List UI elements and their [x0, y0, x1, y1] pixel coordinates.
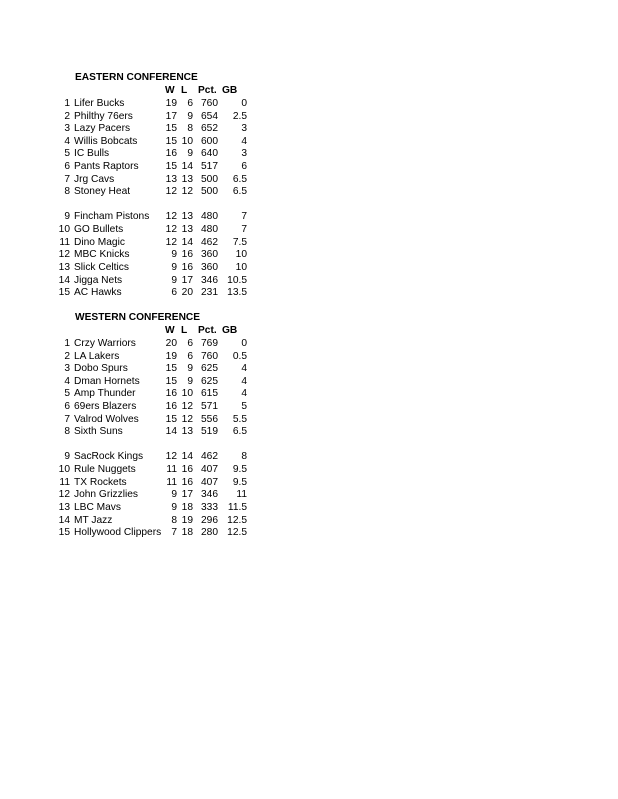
losses-value: 12	[181, 186, 193, 198]
games-behind-value: 10	[235, 261, 247, 273]
losses-value: 9	[187, 110, 193, 122]
games-behind-value: 4	[241, 388, 247, 400]
losses-value: 8	[187, 123, 193, 135]
wins-value: 19	[165, 98, 177, 109]
wins-value: 12	[165, 211, 177, 223]
team-name: 69ers Blazers	[74, 401, 137, 413]
team-rank: 11	[59, 476, 70, 488]
team-rank: 7	[64, 173, 70, 185]
team-name: SacRock Kings	[74, 451, 144, 463]
standings-row	[0, 451, 618, 464]
standings-row	[0, 123, 618, 136]
games-behind-value: 9.5	[232, 464, 247, 476]
win-percentage: 462	[201, 451, 218, 463]
team-name: Slick Celtics	[74, 261, 129, 273]
win-percentage: 654	[201, 110, 218, 122]
losses-value: 16	[181, 464, 193, 476]
win-percentage: 640	[201, 148, 218, 160]
games-behind-value: 4	[241, 135, 247, 147]
win-percentage: 360	[201, 261, 218, 273]
western-standings-rows	[0, 338, 618, 540]
team-name: Philthy 76ers	[74, 110, 133, 122]
games-behind-value: 9.5	[232, 476, 247, 488]
win-percentage: 760	[201, 350, 218, 362]
losses-value: 6	[187, 338, 193, 349]
win-percentage: 615	[201, 388, 218, 400]
standings-row	[0, 401, 618, 414]
games-behind-value: 7.5	[232, 236, 247, 248]
standings-row	[0, 161, 618, 174]
wins-value: 11	[166, 476, 177, 488]
team-rank: 10	[58, 224, 70, 236]
win-percentage: 346	[201, 274, 218, 286]
team-name: Dino Magic	[74, 236, 125, 248]
team-name: Dobo Spurs	[74, 363, 128, 375]
team-name: Lazy Pacers	[74, 123, 131, 135]
team-rank: 4	[64, 135, 70, 147]
wins-value: 15	[165, 413, 177, 425]
games-behind-header: GB	[222, 325, 238, 336]
wins-value: 15	[165, 123, 177, 135]
win-percentage: 519	[201, 426, 218, 438]
losses-value: 10	[181, 388, 193, 400]
games-behind-value: 8	[241, 451, 247, 463]
standings-row	[0, 464, 618, 477]
wins-value: 12	[165, 186, 177, 198]
wins-value: 15	[165, 135, 177, 147]
team-name: Rule Nuggets	[74, 464, 136, 476]
games-behind-header: GB	[222, 85, 238, 96]
games-behind-value: 5.5	[232, 413, 247, 425]
team-name: Crzy Warriors	[74, 338, 136, 349]
wins-value: 15	[165, 363, 177, 375]
standings-row	[0, 148, 618, 161]
games-behind-value: 0.5	[232, 350, 247, 362]
win-percentage: 480	[201, 211, 218, 223]
team-rank: 3	[64, 363, 70, 375]
games-behind-value: 4	[241, 375, 247, 387]
losses-value: 16	[181, 261, 193, 273]
losses-value: 13	[181, 173, 193, 185]
team-rank: 5	[64, 148, 70, 160]
wins-value: 14	[165, 426, 177, 438]
games-behind-value: 11.5	[227, 501, 247, 513]
standings-row	[0, 186, 618, 199]
wins-value: 13	[165, 173, 177, 185]
win-percentage: 517	[201, 161, 218, 173]
wins-value: 17	[165, 110, 177, 122]
team-name: Valrod Wolves	[74, 413, 139, 425]
games-behind-value: 6.5	[232, 173, 247, 185]
standings-row	[0, 489, 618, 502]
standings-row	[0, 363, 618, 376]
games-behind-value: 10.5	[227, 274, 247, 286]
standings-row	[0, 98, 618, 111]
win-percentage: 769	[201, 338, 218, 349]
team-rank: 13	[58, 501, 70, 513]
win-percentage: 346	[201, 489, 218, 501]
team-rank: 6	[64, 401, 70, 413]
losses-value: 18	[181, 501, 193, 513]
standings-row	[0, 376, 618, 389]
team-rank: 4	[64, 375, 70, 387]
win-percentage: 500	[201, 173, 218, 185]
standings-row	[0, 111, 618, 124]
team-rank: 9	[64, 211, 70, 223]
wins-value: 16	[165, 388, 177, 400]
losses-value: 13	[181, 426, 193, 438]
western-conference-title: WESTERN CONFERENCE	[75, 312, 201, 323]
team-name: AC Hawks	[74, 287, 122, 299]
win-percentage: 556	[201, 413, 218, 425]
eastern-standings-rows	[0, 98, 618, 300]
standings-row	[0, 338, 618, 351]
losses-value: 13	[181, 211, 193, 223]
win-percentage: 480	[201, 224, 218, 236]
win-percentage: 360	[201, 249, 218, 261]
team-rank: 9	[64, 451, 70, 463]
win-percentage: 760	[201, 98, 218, 109]
wins-value: 9	[171, 261, 177, 273]
win-percentage: 571	[201, 401, 218, 413]
games-behind-value: 5	[241, 401, 247, 413]
standings-row	[0, 351, 618, 364]
games-behind-value: 3	[241, 148, 247, 160]
team-rank: 2	[64, 350, 70, 362]
standings-row	[0, 211, 618, 224]
team-rank: 11	[59, 236, 70, 248]
win-percentage: 231	[201, 287, 218, 299]
standings-row	[0, 477, 618, 490]
wins-value: 15	[165, 161, 177, 173]
win-percentage: 625	[201, 363, 218, 375]
losses-value: 12	[181, 413, 193, 425]
western-column-header	[0, 325, 618, 338]
losses-value: 14	[181, 451, 193, 463]
team-rank: 8	[64, 186, 70, 198]
team-rank: 10	[58, 464, 70, 476]
standings-row	[0, 174, 618, 187]
win-percentage: 462	[201, 236, 218, 248]
team-name: Jrg Cavs	[74, 173, 115, 185]
standings-row	[0, 275, 618, 288]
team-rank: 12	[58, 489, 70, 501]
percentage-header: Pct.	[198, 85, 217, 96]
team-name: GO Bullets	[74, 224, 124, 236]
team-name: Jigga Nets	[74, 274, 123, 286]
wins-value: 11	[166, 464, 177, 476]
standings-row	[0, 502, 618, 515]
standings-row	[0, 262, 618, 275]
games-behind-value: 2.5	[232, 110, 247, 122]
win-percentage: 280	[201, 527, 218, 539]
standings-row	[0, 426, 618, 439]
win-percentage: 333	[201, 501, 218, 513]
games-behind-value: 4	[241, 363, 247, 375]
wins-value: 15	[165, 375, 177, 387]
team-name: Sixth Suns	[74, 426, 123, 438]
losses-value: 13	[181, 224, 193, 236]
team-name: Stoney Heat	[74, 186, 131, 198]
team-name: John Grizzlies	[74, 489, 138, 501]
games-behind-value: 7	[241, 211, 247, 223]
team-name: IC Bulls	[74, 148, 110, 160]
wins-value: 16	[165, 401, 177, 413]
games-behind-value: 11	[236, 489, 247, 501]
team-rank: 13	[58, 261, 70, 273]
wins-header: W	[165, 325, 175, 336]
wins-value: 7	[171, 527, 177, 539]
standings-row	[0, 414, 618, 427]
games-behind-value: 6	[241, 161, 247, 173]
losses-value: 20	[181, 287, 193, 299]
wins-value: 12	[165, 224, 177, 236]
losses-header: L	[181, 85, 188, 96]
team-rank: 2	[64, 110, 70, 122]
team-rank: 7	[64, 413, 70, 425]
games-behind-value: 10	[235, 249, 247, 261]
losses-value: 12	[181, 401, 193, 413]
win-percentage: 652	[201, 123, 218, 135]
win-percentage: 625	[201, 375, 218, 387]
wins-value: 12	[165, 236, 177, 248]
standings-row	[0, 515, 618, 528]
losses-value: 18	[181, 527, 193, 539]
losses-value: 6	[187, 350, 193, 362]
losses-value: 19	[181, 514, 193, 526]
team-rank: 15	[58, 287, 70, 299]
games-behind-value: 12.5	[227, 514, 247, 526]
losses-value: 16	[181, 249, 193, 261]
team-rank: 12	[58, 249, 70, 261]
losses-value: 14	[181, 236, 193, 248]
games-behind-value: 0	[241, 338, 247, 349]
standings-row	[0, 388, 618, 401]
team-rank: 6	[64, 161, 70, 173]
team-rank: 8	[64, 426, 70, 438]
team-rank: 3	[64, 123, 70, 135]
standings-row	[0, 249, 618, 262]
win-percentage: 407	[201, 464, 218, 476]
games-behind-value: 6.5	[232, 186, 247, 198]
losses-value: 17	[181, 274, 193, 286]
losses-value: 9	[187, 363, 193, 375]
wins-value: 12	[165, 451, 177, 463]
losses-value: 9	[187, 148, 193, 160]
team-name: Pants Raptors	[74, 161, 139, 173]
wins-value: 20	[165, 338, 177, 349]
wins-value: 19	[165, 350, 177, 362]
losses-value: 14	[181, 161, 193, 173]
team-rank: 15	[58, 527, 70, 539]
losses-value: 9	[187, 375, 193, 387]
wins-value: 9	[171, 249, 177, 261]
team-rank: 1	[64, 338, 70, 349]
team-rank: 14	[58, 514, 70, 526]
team-name: Dman Hornets	[74, 375, 140, 387]
games-behind-value: 7	[241, 224, 247, 236]
team-name: Hollywood Clippers	[74, 527, 162, 539]
win-percentage: 500	[201, 186, 218, 198]
team-name: TX Rockets	[74, 476, 127, 488]
standings-row	[0, 136, 618, 149]
wins-value: 6	[171, 287, 177, 299]
win-percentage: 296	[201, 514, 218, 526]
losses-value: 10	[181, 135, 193, 147]
wins-value: 9	[171, 501, 177, 513]
wins-value: 9	[171, 489, 177, 501]
wins-value: 16	[165, 148, 177, 160]
team-name: LA Lakers	[74, 350, 120, 362]
games-behind-value: 0	[241, 98, 247, 109]
eastern-conference-title: EASTERN CONFERENCE	[75, 72, 198, 83]
standings-row	[0, 224, 618, 237]
team-name: MT Jazz	[74, 514, 113, 526]
team-rank: 5	[64, 388, 70, 400]
team-rank: 14	[58, 274, 70, 286]
losses-value: 6	[187, 98, 193, 109]
group-separator	[0, 199, 618, 212]
losses-value: 17	[181, 489, 193, 501]
group-separator	[0, 439, 618, 452]
losses-header: L	[181, 325, 188, 336]
games-behind-value: 13.5	[227, 287, 247, 299]
standings-row	[0, 287, 618, 300]
team-name: Fincham Pistons	[74, 211, 150, 223]
standings-row	[0, 527, 618, 540]
win-percentage: 407	[201, 476, 218, 488]
losses-value: 16	[181, 476, 193, 488]
team-name: Amp Thunder	[74, 388, 136, 400]
team-name: Willis Bobcats	[74, 135, 138, 147]
percentage-header: Pct.	[198, 325, 217, 336]
team-name: Lifer Bucks	[74, 98, 125, 109]
win-percentage: 600	[201, 135, 218, 147]
standings-row	[0, 237, 618, 250]
wins-value: 8	[171, 514, 177, 526]
wins-header: W	[165, 85, 175, 96]
eastern-column-header	[0, 85, 618, 98]
games-behind-value: 12.5	[227, 527, 247, 539]
games-behind-value: 3	[241, 123, 247, 135]
team-rank: 1	[64, 98, 70, 109]
team-name: MBC Knicks	[74, 249, 130, 261]
games-behind-value: 6.5	[232, 426, 247, 438]
wins-value: 9	[171, 274, 177, 286]
team-name: LBC Mavs	[74, 501, 121, 513]
